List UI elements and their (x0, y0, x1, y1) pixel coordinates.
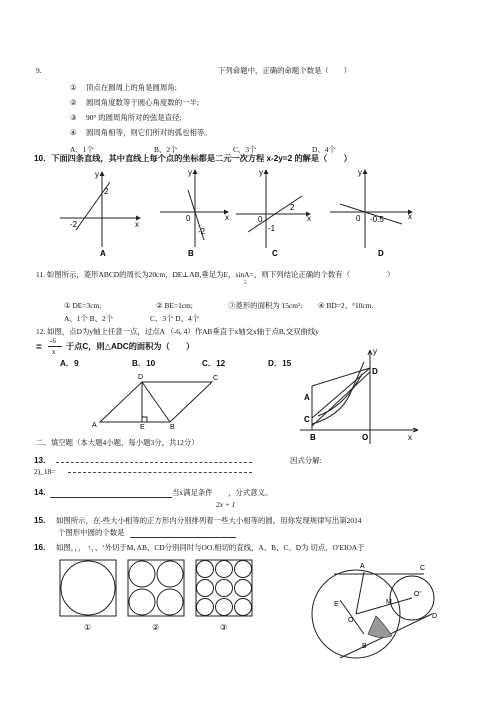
hyperbola-label-y: y (373, 347, 377, 356)
graph-b-x-label: x (225, 213, 229, 222)
q10-stem: 10．下面四条直线，其中直线上每个点的坐标都是二元一次方程 x-2y=2 的解是（ ） (34, 154, 352, 163)
rhombus-label-d: D (138, 374, 144, 381)
graph-a-tick-neg2: -2 (70, 220, 78, 229)
q16-number: 16. (34, 543, 46, 552)
tangent-label-d: D (432, 613, 438, 620)
q13-blank (56, 462, 252, 463)
q14-tail: ，分式意义。 (228, 488, 273, 497)
q12-option-b: B．10 (132, 359, 156, 368)
q11-options: A、1个 B、2个 C、3个 D、4个 (64, 314, 200, 323)
tangent-label-o-prime: O′ (414, 591, 421, 598)
q14-sub: 2x + 1 (216, 500, 236, 509)
graph-b-tick-0: 0 (186, 214, 191, 223)
graph-c-tick-2: 2 (290, 203, 295, 212)
q12-frac-num: -6 (50, 337, 56, 345)
graph-d-y-label: y (358, 168, 362, 177)
q9-item-2-mark: ② (70, 98, 77, 107)
graph-b (160, 170, 228, 247)
q13-number: 13. (34, 456, 46, 465)
q9-item-1: 顶点在圆周上的角是圆周角; (86, 83, 177, 92)
q9-option-a: A、1个 (70, 145, 94, 154)
section2-heading: 二、填空题（本大题4小题，每小题3分，共12分） (36, 438, 199, 447)
q14-mid: 当x满足条件 (172, 488, 213, 497)
figure-label-3: ③ (220, 623, 228, 632)
graph-b-tick-neg2: -2 (198, 227, 206, 236)
q11-stem: 11. 如图所示，菱形ABCD的周长为20cm，DE⊥AB,垂足为E，sinA= (36, 270, 254, 279)
figure-label-2: ② (152, 623, 160, 632)
q12-tail: 于点C，则△ADC的面积为（ ） (66, 342, 195, 351)
q9-option-b: B、2个 (154, 145, 178, 154)
q12-eq: = (36, 342, 42, 353)
graph-d-label: D (378, 249, 384, 258)
hyperbola-label-c: C (304, 415, 310, 424)
graph-d-tick-neg05: -0.5 (370, 215, 384, 224)
q9-item-2: 圆周角度数等于圆心角度数的一半; (86, 98, 199, 107)
q11-frac-small: 5 (244, 281, 247, 286)
q11-item-3: ③菱形的面积为 15cm²; (228, 301, 303, 310)
q9-option-c: C、3个 (233, 145, 257, 154)
graph-c-label: C (272, 249, 278, 258)
q12-frac-den: x (52, 348, 56, 356)
q11-item-2: ② BE=1cm; (156, 301, 193, 310)
q9-item-1-mark: ① (70, 83, 77, 92)
tangent-circles-figure (304, 556, 454, 666)
q12-stem: 12. 如图，点D为y轴上任意一点，过点A （-6, 4）作AB垂直于x轴交x轴于点B,交双曲线y (36, 327, 319, 336)
q14-number: 14. (34, 488, 46, 497)
hyperbola-label-d: D (372, 367, 378, 376)
graph-a (60, 172, 140, 247)
graph-c-tick-neg1: -1 (268, 224, 276, 233)
graph-a-x-label: x (135, 220, 139, 229)
tangent-label-b: B (362, 643, 367, 650)
hyperbola-label-x: x (408, 433, 412, 442)
q9-option-d: D、4个 (312, 145, 336, 154)
q16-text: 如图，，， ↑，、‘外切于M, AB、CD分别同时与OO,相切的直线，A、B、C、D为 切点，O′EIOA于 (56, 543, 365, 552)
q9-item-3: 90° 的圆周角所对的弦是直径; (86, 113, 182, 122)
tangent-label-a: A (360, 563, 365, 570)
graph-c-x-label: x (307, 214, 311, 223)
q13-tail: 因式分解: (290, 456, 322, 465)
hyperbola-figure (300, 344, 420, 444)
q12-option-d: D．15 (268, 359, 292, 368)
graph-a-label: A (100, 249, 106, 258)
q9-stem: 下列命题中，正确的命题个数是（ ） (218, 66, 352, 75)
rhombus-figure (86, 370, 236, 430)
graph-a-y-label: y (95, 170, 99, 179)
q15-text: 如图所示，在-些大小相等的正方形内分别排列着一些大小相等的圆，用你发现规律写出第2014 (56, 516, 362, 525)
q11-item-1: ① DE=3cm; (64, 301, 102, 310)
tangent-label-e: E (334, 601, 339, 608)
hyperbola-label-o: O (362, 433, 369, 442)
figure-label-1: ① (84, 623, 92, 632)
graph-a-tick-2: 2 (104, 187, 109, 196)
q15-line2: 个图形中圆的个数是 (58, 528, 125, 537)
rhombus-label-c: C (213, 375, 219, 382)
hyperbola-label-b: B (310, 433, 316, 442)
graph-c (236, 170, 310, 248)
q12-option-a: A．9 (60, 359, 79, 368)
q9-number: 9. (36, 66, 42, 75)
q13b-blank (68, 472, 252, 473)
hyperbola-label-a: A (304, 393, 310, 402)
tangent-label-c: C (420, 565, 426, 572)
graph-c-tick-0: 0 (258, 215, 263, 224)
q12-option-c: C．12 (202, 359, 226, 368)
graph-b-y-label: y (188, 168, 192, 177)
graph-d-x-label: x (408, 212, 412, 221)
tangent-label-m: M (386, 599, 392, 606)
rhombus-label-e: E (140, 424, 145, 430)
q15-blank (130, 537, 236, 538)
q12-frac-bar (48, 346, 62, 347)
q9-item-4-mark: ④ (70, 128, 77, 137)
q11-item-4: ④ BD=2、°10cm. (318, 301, 374, 310)
graph-b-label: B (188, 249, 194, 258)
q15-number: 15. (34, 516, 46, 525)
q14-blank (50, 497, 172, 498)
tangent-label-o: O (348, 617, 354, 624)
graph-c-y-label: y (259, 168, 263, 177)
graph-d-tick-0: 0 (356, 214, 361, 223)
q9-item-4: 圆周角相等，则它们所对的弧也相等。 (86, 128, 212, 137)
q13b-text: 2)_18= (34, 467, 56, 476)
graph-d (330, 170, 412, 248)
q11-stem-tail: ，则下列结论正确的个数有（ ） (254, 270, 395, 279)
q10-graphs (0, 162, 500, 262)
circle-pattern-figures (56, 558, 296, 638)
rhombus-label-b: B (170, 424, 175, 430)
rhombus-label-a: A (92, 422, 97, 429)
q9-item-3-mark: ③ (70, 113, 77, 122)
